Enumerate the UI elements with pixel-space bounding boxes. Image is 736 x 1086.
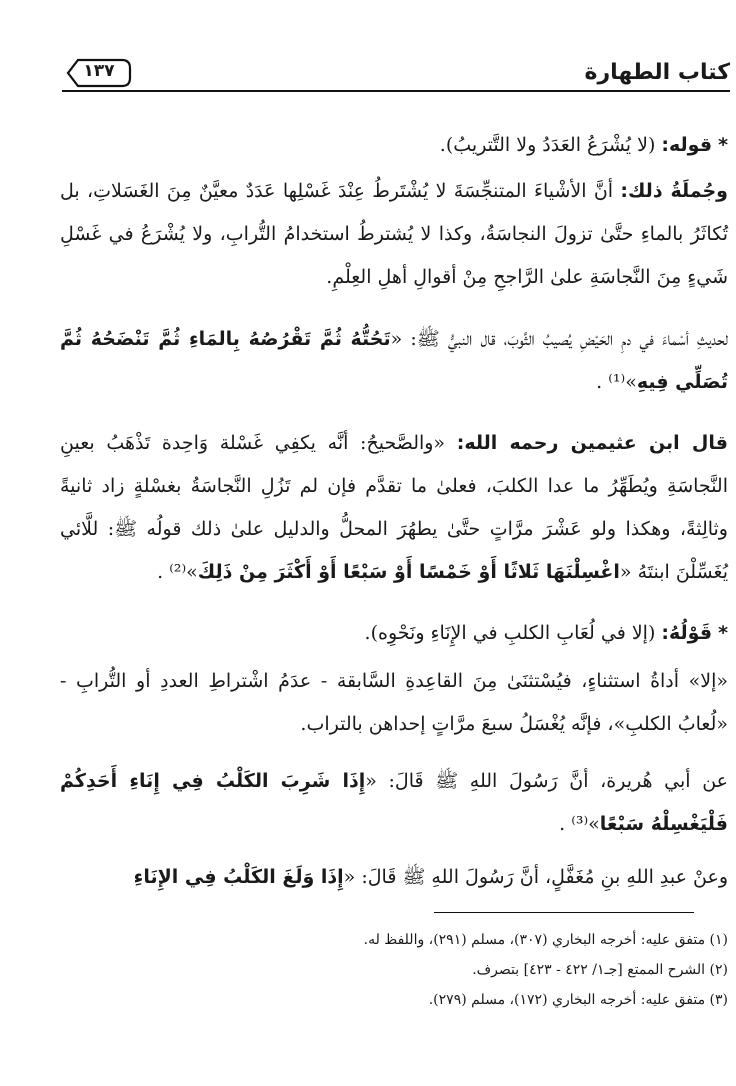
paragraph-1 <box>60 124 728 167</box>
paragraph-text: «إلا» أداةُ استثناءٍ، فيُسْتثنَىٰ مِنَ القاعِدةِ السَّابقة - عدَمُ اشْتراطِ العددِ أو التُّرابِ - «لُعابُ الكلبِ»، فإنَّه يُغْسَلُ سبعَ مرَّاتٍ إحداهن بالتراب. <box>60 670 728 735</box>
paragraph-7 <box>60 760 728 846</box>
paragraph-lead: وجُملَةُ ذلك: <box>620 180 728 202</box>
paragraph-after: »⁽²⁾ . <box>157 561 198 583</box>
section-star: * <box>718 134 728 156</box>
hadith-quote: اغْسِلْنَهَا ثَلاثًا أَوْ خَمْسًا أَوْ سَبْعًا أَوْ أَكْثَرَ مِنْ ذَلِكَ <box>197 561 620 583</box>
paragraph-text: أنَّ الأشْياءَ المتنجِّسَةَ لا يُشْتَرطُ عِنْدَ غَسْلِها عَدَدٌ معيَّنٌ مِنَ الغَسَلاتِ، بل تُكاثَرُ بالماءِ حتَّىٰ تزولَ النجاسَةُ، وكذا لا يُشترطُ استخدامُ التُّرابِ، ولا يُشْرَعُ في غَسْلِ شَيءٍ مِنَ النَّجاسَةِ علىٰ الرَّاجحِ مِنْ أقوالِ أهلِ العِلْمِ. <box>60 180 728 288</box>
paragraph-after: »⁽³⁾ . <box>559 813 600 835</box>
section-star: * <box>718 622 728 644</box>
paragraph-text: وعنْ عبدِ اللهِ بنِ مُغَفَّلٍ، أنَّ رَسُولَ اللهِ ﷺ قَالَ: « <box>343 866 728 888</box>
paragraph-4 <box>60 422 728 594</box>
footnote-separator <box>434 912 694 913</box>
page-number-badge <box>66 58 132 88</box>
page-number: ١٣٧ <box>83 61 115 81</box>
paragraph-3 <box>60 318 728 404</box>
hadith-quote: تَحُتُّهُ ثُمَّ تَقْرُصُهُ بِالمَاءِ ثُمَّ تَنْضَحُهُ ثُمَّ تُصَلِّي فِيهِ <box>60 328 728 393</box>
paragraph-lead: قَوْلُهُ: <box>661 622 713 644</box>
hadith-quote: إِذَا شَرِبَ الكَلْبُ فِي إِنَاءِ أَحَدِكُمْ فَلْيَغْسِلْهُ سَبْعًا <box>60 770 728 835</box>
paragraph-text: لحديثِ أسْماءَ في دمِ الحَيْضِ يُصيبُ الثَّوبَ، قال النبيُّ ﷺ: « <box>390 328 728 350</box>
hadith-quote: إِذَا وَلَغَ الكَلْبُ فِي الإِنَاءِ <box>133 866 344 888</box>
paragraph-text: «والصَّحيحُ: أنَّه يكفِي غَسْلة وَاحِدة تَذْهَبُ بعينِ النَّجاسَةِ ويُطَهِّرُ ما عدا الكلبَ، فعلىٰ ما تقدَّم فإن لم تَزُلِ النَّجاسَةُ بغسْلةٍ زاد ثانيةً وثالِثةً، وهكذا ولو عَشْرَ مرَّاتٍ حتَّىٰ يطهُرَ المحلُّ والدليل علىٰ ذلك قولُه ﷺ: للَّائي يُغَسِّلْنَ ابنتَهُ « <box>60 432 728 583</box>
footnote-3: (٣) متفق عليه: أخرجه البخاري (١٧٢)، مسلم (٢٧٩). <box>428 992 728 1008</box>
paragraph-text: (لا يُشْرَعُ العَدَدُ ولا التَّتريبُ). <box>439 134 662 156</box>
paragraph-text: عن أبي هُريرة، أنَّ رَسُولَ اللهِ ﷺ قَالَ: « <box>365 770 728 792</box>
page-header <box>62 54 730 96</box>
chapter-title: كتاب الطهارة <box>584 60 730 85</box>
paragraph-lead: قوله: <box>661 134 713 156</box>
header-rule <box>62 90 730 92</box>
paragraph-lead: قال ابن عثيمين رحمه الله: <box>456 432 728 454</box>
paragraph-8 <box>60 856 728 899</box>
footnotes <box>60 925 728 1015</box>
paragraph-text: (إلا في لُعَابِ الكلبِ في الإِنَاءِ ونَحْوِه). <box>364 622 662 644</box>
footnote-1: (١) متفق عليه: أخرجه البخاري (٣٠٧)، مسلم (٢٩١)، واللفظ له. <box>363 932 728 948</box>
footnote-2: (٢) الشرح الممتع [جـ١/ ٤٢٢ - ٤٢٣] بتصرف. <box>472 962 728 978</box>
paragraph-6 <box>60 660 728 746</box>
paragraph-5 <box>60 612 728 655</box>
paragraph-after: »⁽¹⁾ . <box>596 371 637 393</box>
paragraph-2 <box>60 170 728 299</box>
